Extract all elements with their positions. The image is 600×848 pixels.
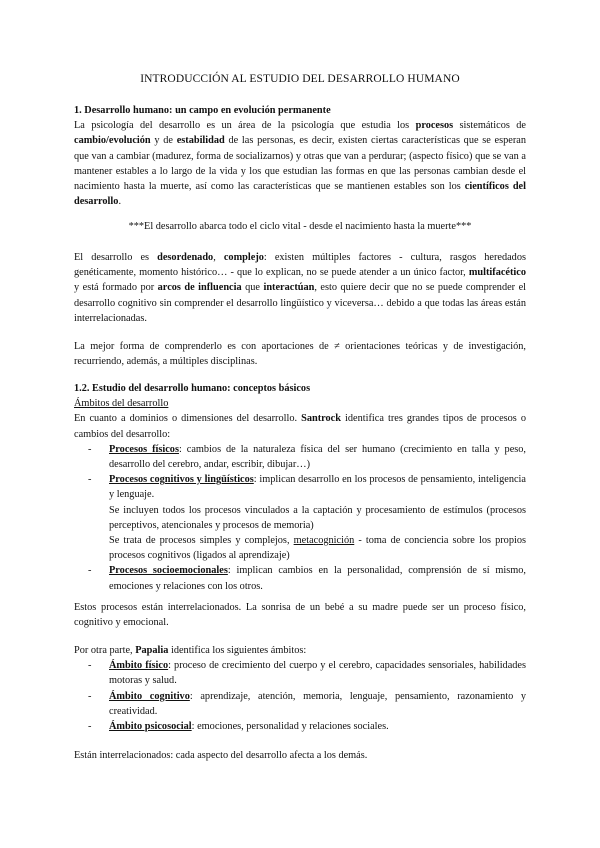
document-title: INTRODUCCIÓN AL ESTUDIO DEL DESARROLLO HUMANO [140, 73, 460, 85]
section-1-paragraph-3: La mejor forma de comprenderlo es con aportaciones de ≠ orientaciones teóricas y de investigación, recurriendo, además, a múltiples disciplinas. [74, 341, 526, 368]
list-item: - Ámbito cognitivo: aprendizaje, atención, memoria, lenguaje, pensamiento, razonamiento y creatividad. [88, 690, 527, 717]
list-item: - Procesos cognitivos y lingüísticos: implican desarrollo en los procesos de pensamiento, inteligencia y lenguaje. [88, 474, 526, 501]
list-item: - Ámbito psicosocial: emociones, personalidad y relaciones sociales. [74, 719, 526, 734]
dash-bullet: - [88, 690, 92, 702]
section-2-subheading: Ámbitos del desarrollo [74, 398, 169, 410]
dash-bullet: - [88, 660, 92, 672]
papalia-list [74, 658, 526, 734]
section-2 [74, 381, 526, 594]
section-1-paragraph-1: La psicología del desarrollo es un área de la psicología que estudia los procesos sistemáticos de cambio/evolución y de estabilidad de las personas, es decir, existen ciertas características que se esperan que van a cambiar (madurez, forma de socializarnos) y otras que van a perdurar; (aspecto físico) que se van a mantener estables a lo largo de la vida y los que estudian las formas en que las personas cambian desde el nacimiento hasta la muerte, así como las características que se mantienen estables son los científicos del desarrollo. [74, 120, 526, 208]
papalia-intro: Por otra parte, Papalia identifica los siguientes ámbitos: [74, 645, 307, 656]
cognitive-detail-2: Se trata de procesos simples y complejos, metacognición - toma de conciencia sobre los propios procesos cognitivos (ligados al aprendizaje) [109, 535, 526, 562]
papalia-section [74, 643, 526, 734]
interrelation-paragraph: Estos procesos están interrelacionados. La sonrisa de un bebé a su madre puede ser un proceso físico, cognitivo y emocional. [74, 602, 526, 629]
section-2-heading: 1.2. Estudio del desarrollo humano: conceptos básicos [74, 383, 311, 394]
santrock-list [74, 442, 526, 503]
key-quote: ***El desarrollo abarca todo el ciclo vital - desde el nacimiento hasta la muerte*** [128, 221, 472, 232]
list-item: - Procesos socioemocionales: implican cambios en la personalidad, comprensión de sí mismo, emociones y relaciones con los otros. [88, 565, 527, 592]
closing-paragraph: Están interrelacionados: cada aspecto del desarrollo afecta a los demás. [74, 750, 368, 761]
list-item: - Procesos físicos: cambios de la naturaleza física del ser humano (crecimiento en talla y peso, desarrollo del cerebro, andar, escribir, dibujar…) [88, 443, 526, 471]
dash-bullet: - [88, 721, 92, 733]
cognitive-detail-1: Se incluyen todos los procesos vinculados a la captación y procesamiento de estímulos (procesos perceptivos, atencionales y procesos de memoria) [109, 504, 526, 531]
section-1-heading: 1. Desarrollo humano: un campo en evolución permanente [74, 105, 331, 116]
dash-bullet: - [88, 565, 92, 577]
santrock-intro: En cuanto a dominios o dimensiones del desarrollo. Santrock identifica tres grandes tipos de procesos o cambios del desarrollo: [74, 413, 526, 440]
dash-bullet: - [88, 443, 92, 455]
section-1-paragraph-2: El desarrollo es desordenado, complejo: existen múltiples factores - cultura, rasgos heredados genéticamente, momento histórico… - que lo explican, no se puede atender a un único factor, multifacético y está formado por arcos de influencia que interactúan, esto quiere decir que no se puede comprender el desarrollo cognitivo sin comprender el desarrollo lingüístico y viceversa… debido a que todas las áreas están interrelacionadas. [74, 252, 526, 324]
list-item: - Ámbito físico: proceso de crecimiento del cuerpo y el cerebro, capacidades sensoriales, habilidades motoras y salud. [88, 660, 526, 687]
dash-bullet: - [88, 474, 92, 486]
santrock-list-continued [74, 563, 526, 593]
section-1 [74, 103, 526, 209]
